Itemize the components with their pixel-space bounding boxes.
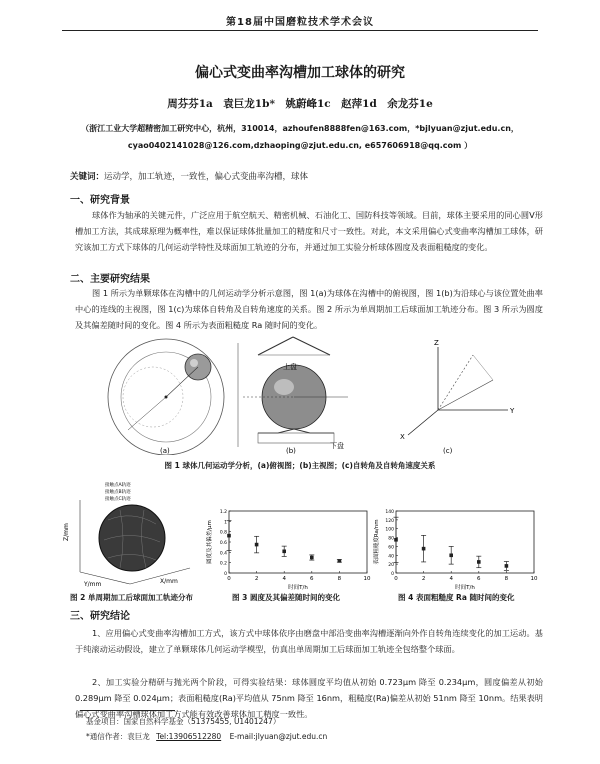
funding-note: 基金项目：国家自然科学基金（51375455, U1401247） (86, 717, 281, 726)
y-axis-label: 表面粗糙度Ra/nm (374, 519, 380, 565)
keywords (70, 170, 308, 182)
figure-1 (98, 335, 548, 455)
plot-frame (229, 511, 367, 573)
y-tick-label: 0.2 (219, 561, 227, 567)
y-tick-label: 0.4 (219, 551, 227, 557)
figure-1a-top-view (108, 339, 224, 455)
data-point (505, 564, 509, 568)
svg-text:Y: Y (510, 407, 515, 415)
fig2-legend-a: 接触点A轨迹 (105, 483, 131, 488)
section-3-title: 三、研究结论 (70, 611, 130, 622)
x-axis-label: 时间T/h (455, 585, 475, 591)
contact-email: E-mail:jlyuan@zjut.edu.cn (229, 732, 328, 741)
figure-1-caption: 图 1 球体几何运动学分析，(a)俯视图；(b)主视图；(c)自转角及自转角速度关系 (164, 461, 436, 470)
affiliation-line-1: （浙江工业大学超精密加工研究中心，杭州，310014，azhoufen8888fen@163.com，*bjlyuan@zjut.edu.cn， (81, 124, 519, 133)
y-tick-label: 0.8 (219, 530, 227, 536)
figure-1b-front-view (238, 337, 348, 450)
y-tick-label: 80 (388, 536, 394, 542)
data-point (338, 559, 342, 563)
figure-3-chart (205, 505, 375, 593)
section-1-title: 一、研究背景 (70, 195, 130, 206)
data-point (227, 534, 231, 538)
data-point (422, 547, 426, 551)
conference-header: 第18届中国磨粒技术学术会议 (226, 17, 374, 28)
x-tick-label: 0 (227, 576, 231, 582)
figure-3-caption: 图 3 圆度及其偏差随时间的变化 (232, 593, 340, 602)
svg-text:Z: Z (434, 339, 439, 347)
keywords-label: 关键词： (70, 172, 105, 182)
figure-1a-label: (a) (160, 447, 170, 455)
y-tick-label: 0 (224, 572, 227, 577)
figure-4-caption: 图 4 表面粗糙度 Ra 随时间的变化 (398, 593, 515, 602)
x-tick-label: 8 (504, 576, 509, 582)
header-rule (62, 30, 538, 31)
y-tick-label: 0.6 (219, 541, 227, 546)
x-tick-label: 6 (477, 576, 481, 582)
x-tick-label: 2 (254, 576, 259, 582)
affiliation (50, 120, 550, 154)
keywords-text: 运动学，加工轨迹，一致性，偏心式变曲率沟槽，球体 (104, 172, 309, 182)
x-tick-label: 10 (530, 576, 538, 582)
affiliation-line-2: cyao0402141028@126.com,dzhaoping@zjut.edu.cn, e657606918@qq.com ） (127, 141, 473, 150)
data-point (282, 550, 286, 554)
figure-1c-label: (c) (443, 447, 453, 455)
plot-frame (396, 511, 534, 573)
data-point (310, 556, 314, 560)
section-1-text: 球体作为轴承的关键元件，广泛应用于航空航天、精密机械、石油化工、国防科技等领域。目前，球体主要采用的同心圆V形槽加工方法，其成球原理为概率性，难以保证球体批量加工的精度和尺寸一致性。对此，本文采用偏心式变曲率沟槽加工球体，研究该加工方式下球体的几何运动学特性及球面加工轨迹的分布，并通过加工实验分析球体圆度及表面粗糙度的变化。 (75, 210, 543, 252)
y-tick-label: 1.2 (219, 510, 227, 515)
data-point (449, 553, 453, 557)
figure-1b-label: (b) (286, 447, 296, 455)
x-tick-label: 8 (337, 576, 342, 582)
fig2-z-axis-label: Z/mm (63, 523, 70, 541)
y-tick-label: 120 (385, 518, 394, 524)
upper-plate-label: 上盘 (283, 363, 297, 371)
y-tick-label: 0 (391, 572, 394, 577)
section-2-text: 图 1 所示为单颗球体在沟槽中的几何运动学分析示意图，图 1(a)为球体在沟槽中的俯视图，图 1(b)为沿球心与该位置处曲率中心的连线的主视图，图 1(c)为球体自转角及自转角速度的关系。图 2 所示为单周期加工后球面加工轨迹分布。图 3 所示为圆度及其偏差随时间的变化。图 4 所示为表面粗糙度 Ra 随时间的变化。 (75, 288, 543, 330)
y-tick-label: 140 (385, 510, 394, 515)
section-3-paragraph-2: 2、加工实验分精研与抛光两个阶段，可得实验结果：球体圆度平均值从初始 0.723μm 降至 0.234μm，圆度偏差从初始 0.289μm 降至 0.024μm；表面粗糙度(Ra)平均值从 75nm 降至 16nm，粗糙度(Ra)偏差从初始 51nm 降至 10nm。结果表明偏心式变曲率沟槽球体加工方式能有效改善球体加工精度一致性。 (75, 677, 543, 719)
y-axis-label: 圆度及其偏差/μm (207, 520, 213, 564)
svg-text:X: X (400, 433, 405, 441)
y-tick-label: 100 (385, 527, 394, 533)
x-tick-label: 4 (449, 576, 453, 582)
fig2-legend-b: 接触点B轨迹 (105, 490, 131, 495)
x-tick-label: 6 (310, 576, 314, 582)
lower-plate-label: 下盘 (330, 442, 344, 450)
data-point (394, 538, 398, 542)
y-tick-label: 60 (388, 545, 394, 551)
figure-1c-rotation-diagram (400, 339, 515, 441)
y-tick-label: 20 (388, 563, 394, 569)
section-2-title: 二、主要研究结果 (70, 274, 150, 285)
contact-note (86, 731, 327, 742)
section-3-paragraph-1: 1、应用偏心式变曲率沟槽加工方式，该方式中球体依序由磨盘中部沿变曲率沟槽逐渐向外作自转角连续变化的加工运动。基于纯滚动运动假设，建立了单颗球体几何运动学模型，仿真出单周期加工后球面加工轨迹全包络整个球面。 (75, 628, 543, 654)
data-point (255, 543, 259, 547)
figure-2-caption: 图 2 单周期加工后球面加工轨迹分布 (70, 593, 193, 602)
x-tick-label: 0 (394, 576, 398, 582)
footnote-rule (80, 710, 175, 711)
x-axis-label: 时间T/h (288, 585, 308, 591)
x-tick-label: 2 (421, 576, 426, 582)
paper-title: 偏心式变曲率沟槽加工球体的研究 (195, 65, 405, 81)
x-tick-label: 4 (282, 576, 286, 582)
x-tick-label: 10 (363, 576, 371, 582)
contact-tel: Tel:13906512280 (156, 732, 222, 741)
fig2-legend-c: 接触点C轨迹 (105, 497, 131, 502)
y-tick-label: 40 (388, 554, 394, 560)
fig2-x-axis-label: X/mm (160, 578, 178, 585)
author-list: 周芬芬1a 袁巨龙1b* 姚蔚峰1c 赵萍1d 余龙芬1e (167, 98, 433, 110)
y-tick-label: 1 (224, 520, 227, 526)
fig2-y-axis-label: Y/mm (84, 581, 102, 588)
figure-4-chart (372, 505, 542, 593)
contact-label: *通信作者：袁巨龙 (86, 732, 150, 741)
figure-2 (60, 480, 210, 590)
data-point (477, 560, 481, 564)
